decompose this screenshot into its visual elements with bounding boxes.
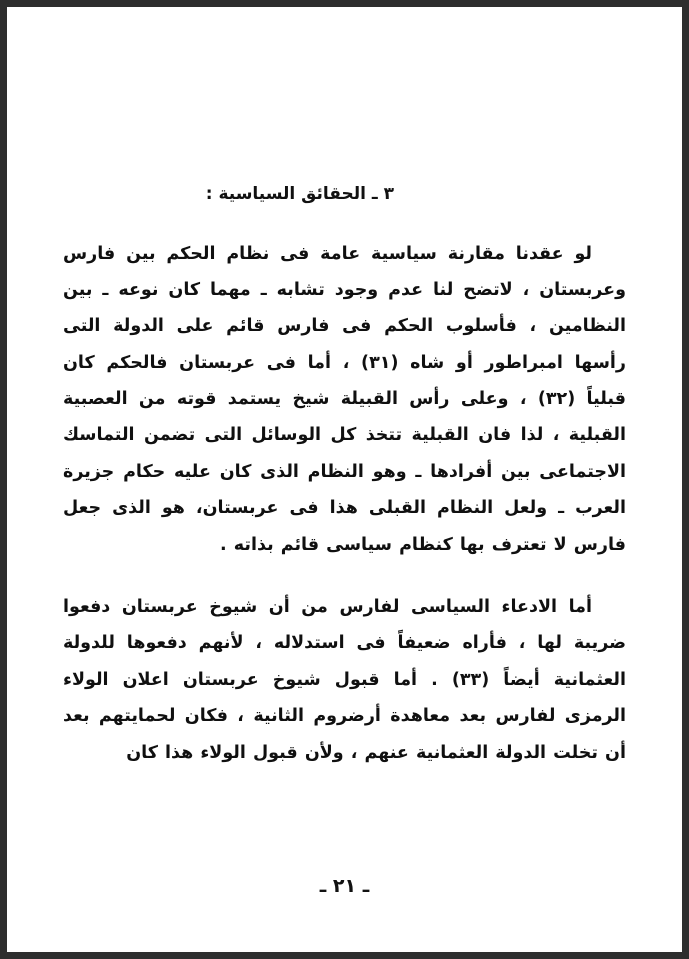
page-number: ـ ٢١ ـ: [319, 875, 370, 897]
body-paragraph-1: لو عقدنا مقارنة سياسية عامة فى نظام الحكم بين فارس وعربستان ، لاتضح لنا عدم وجود تشابه ـ مهما كان نوعه ـ بين النظامين ، فأسلوب الحكم فى فارس قائم على الدولة التى رأسها امبراطور أو شاه (٣١) ، أما فى عربستان فالحكم كان قبلياً (٣٢) ، وعلى رأس القبيلة شيخ يستمد قوته من العصبية القبلية ، لذا فان القبلية تتخذ كل الوسائل التى تضمن التماسك الاجتماعى بين أفرادها ـ وهو النظام الذى كان عليه حكام جزيرة العرب ـ ولعل النظام القبلى هذا فى عربستان، هو الذى جعل فارس لا تعترف بها كنظام سياسى قائم بذاته .: [63, 243, 626, 555]
section-heading: ٣ ـ الحقائق السياسية :: [205, 184, 394, 204]
page-content: [7, 7, 682, 952]
body-paragraph-2: أما الادعاء السياسى لفارس من أن شيوخ عربستان دفعوا ضريبة لها ، فأراه ضعيفاً فى استدلاله ، لأنهم دفعوها للدولة العثمانية أيضاً (٣٣) . أما قبول شيوخ عربستان اعلان الولاء الرمزى لفارس بعد معاهدة أرضروم الثانية ، فكان لحمايتهم بعد أن تخلت الدولة العثمانية عنهم ، ولأن قبول الولاء هذا كان: [63, 597, 626, 763]
